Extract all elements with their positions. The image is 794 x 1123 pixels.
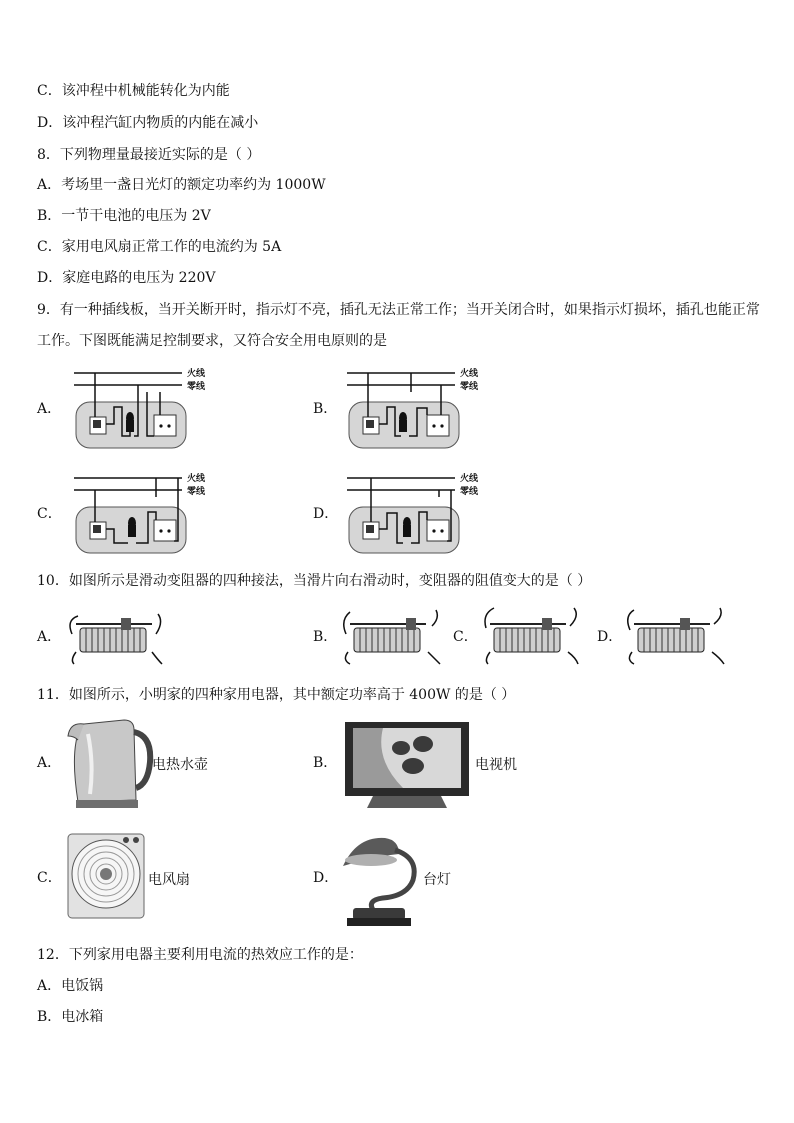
q11-item-tv: 电视机 xyxy=(475,757,517,773)
q8-option-c: C．家用电风扇正常工作的电流约为 5A xyxy=(37,239,282,255)
q9-a-live-label: 火线 xyxy=(187,369,206,379)
q11-label-c: C． xyxy=(37,870,62,886)
q9-d-live-label: 火线 xyxy=(460,474,479,484)
q9-c-live-label: 火线 xyxy=(187,474,206,484)
q12-stem: 12．下列家用电器主要利用电流的热效应工作的是： xyxy=(37,947,363,963)
q8-option-d: D．家庭电路的电压为 220V xyxy=(37,270,216,286)
q11-item-fan: 电风扇 xyxy=(148,872,190,888)
q11-item-lamp: 台灯 xyxy=(423,872,451,888)
q10-label-b: B． xyxy=(313,629,338,645)
q8-option-b: B．一节干电池的电压为 2V xyxy=(37,208,211,224)
q10-rheostat-d xyxy=(624,606,732,666)
q11-item-kettle: 电热水壶 xyxy=(152,757,208,773)
lamp-image xyxy=(337,830,427,930)
fan-image xyxy=(64,830,148,924)
q9-stem-line2: 工作。下图既能满足控制要求，又符合安全用电原则的是 xyxy=(37,333,387,349)
q9-d-neutral-label: 零线 xyxy=(460,487,479,497)
q10-label-d: D． xyxy=(597,629,623,645)
q11-label-b: B． xyxy=(313,755,338,771)
q9-b-neutral-label: 零线 xyxy=(460,382,479,392)
q8-stem: 8．下列物理量最接近实际的是（ ） xyxy=(37,147,261,163)
q8-option-a: A．考场里一盏日光灯的额定功率约为 1000W xyxy=(37,177,326,193)
q7-option-c: C．该冲程中机械能转化为内能 xyxy=(37,83,230,99)
q10-label-a: A． xyxy=(37,629,62,645)
q9-c-neutral-label: 零线 xyxy=(187,487,206,497)
q9-b-live-label: 火线 xyxy=(460,369,479,379)
q9-label-b: B． xyxy=(313,401,338,417)
q9-a-neutral-label: 零线 xyxy=(187,382,206,392)
q9-circuit-d xyxy=(343,467,488,559)
q9-label-a: A． xyxy=(37,401,62,417)
q10-rheostat-a xyxy=(66,610,170,666)
q10-rheostat-c xyxy=(480,606,586,666)
kettle-image xyxy=(64,714,154,810)
q10-rheostat-b xyxy=(340,608,446,666)
q9-circuit-c xyxy=(70,467,215,559)
q12-option-b: B．电冰箱 xyxy=(37,1009,104,1025)
tv-image xyxy=(343,720,473,810)
q9-circuit-a xyxy=(70,362,215,454)
q9-label-d: D． xyxy=(313,506,339,522)
q9-stem-line1: 9．有一种插线板，当开关断开时，指示灯不亮，插孔无法正常工作；当开关闭合时，如果指示灯损坏，插孔也能正常 xyxy=(37,302,760,318)
q10-label-c: C． xyxy=(453,629,478,645)
q12-option-a: A．电饭锅 xyxy=(37,978,104,994)
q11-stem: 11．如图所示，小明家的四种家用电器，其中额定功率高于 400W 的是（ ） xyxy=(37,687,516,703)
q10-stem: 10．如图所示是滑动变阻器的四种接法，当滑片向右滑动时，变阻器的阻值变大的是（ ） xyxy=(37,573,592,589)
q9-circuit-b xyxy=(343,362,488,454)
q9-label-c: C． xyxy=(37,506,62,522)
q11-label-d: D． xyxy=(313,870,339,886)
q11-label-a: A． xyxy=(37,755,62,771)
q7-option-d: D．该冲程汽缸内物质的内能在减小 xyxy=(37,115,259,131)
